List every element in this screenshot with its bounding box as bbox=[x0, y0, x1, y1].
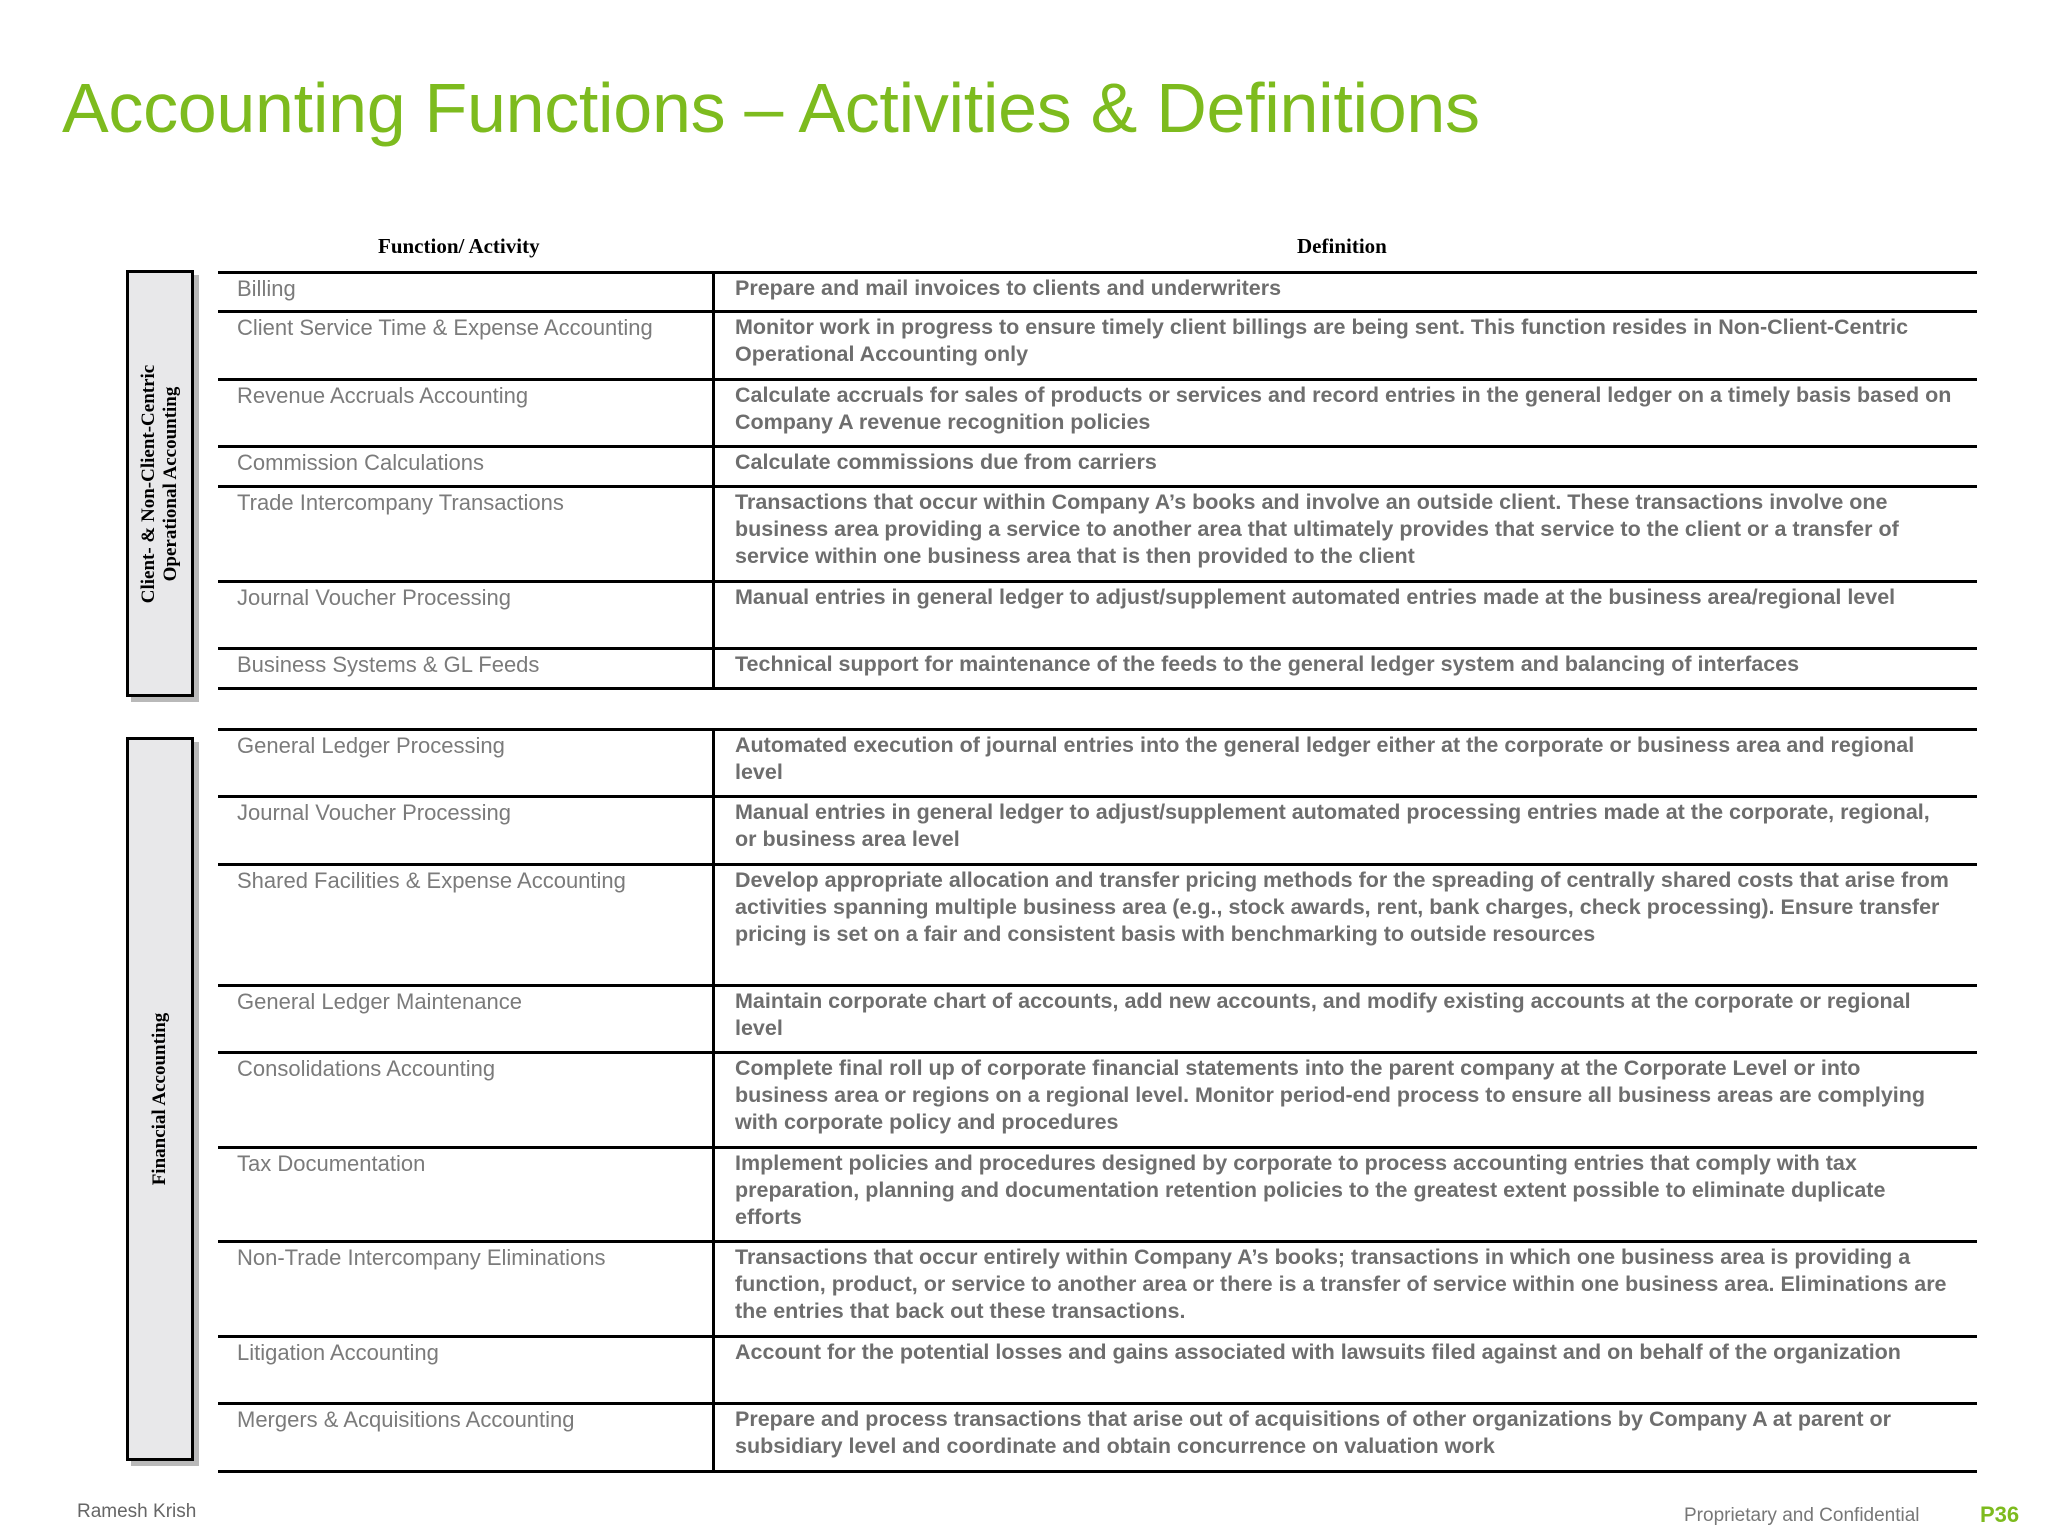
section-label-text bbox=[138, 364, 182, 603]
definition-cell: Transactions that occur within Company A’s books and involve an outside client. These transactions involve one business area providing a service to another area that ultimately provides that service to the client or a transfer of service within one business area that is then provided to the client bbox=[735, 490, 1899, 568]
table-row bbox=[218, 728, 1977, 795]
function-cell: Tax Documentation bbox=[218, 1149, 715, 1240]
definition-cell: Prepare and mail invoices to clients and underwriters bbox=[735, 276, 1282, 300]
definition-cell: Manual entries in general ledger to adjust/supplement automated processing entries made at the corporate, regional, or business area level bbox=[735, 800, 1930, 851]
section-label-financial bbox=[126, 737, 194, 1461]
table-row bbox=[218, 984, 1977, 1051]
section-label-operational bbox=[126, 270, 194, 697]
table-row bbox=[218, 485, 1977, 580]
column-header-definition: Definition bbox=[1297, 234, 1387, 258]
definition-cell: Calculate commissions due from carriers bbox=[735, 450, 1157, 474]
definition-cell: Implement policies and procedures designed by corporate to process accounting entries that comply with tax preparation, planning and documentation retention policies to the greatest extent possible to eliminate duplicate efforts bbox=[735, 1151, 1886, 1229]
function-cell: Revenue Accruals Accounting bbox=[218, 381, 715, 445]
definition-cell: Maintain corporate chart of accounts, add new accounts, and modify existing accounts at the corporate or regional level bbox=[735, 989, 1911, 1040]
table-row bbox=[218, 445, 1977, 485]
definition-cell: Technical support for maintenance of the feeds to the general ledger system and balancing of interfaces bbox=[735, 652, 1800, 676]
definition-cell: Develop appropriate allocation and transfer pricing methods for the spreading of centrally shared costs that arise from activities spanning multiple business area (e.g., stock awards, rent, bank charges, check processing). Ensure transfer pricing is set on a fair and consistent basis with benchmarking to outside resources bbox=[735, 868, 1949, 946]
function-cell: General Ledger Processing bbox=[218, 731, 715, 795]
definition-cell: Complete final roll up of corporate financial statements into the parent company at the Corporate Level or into business area or regions on a regional level. Monitor period-end process to ensure all business areas are complying with corporate policy and procedures bbox=[735, 1056, 1926, 1134]
definition-cell: Monitor work in progress to ensure timely client billings are being sent. This function resides in Non-Client-Centric Operational Accounting only bbox=[735, 315, 1909, 366]
function-cell: Business Systems & GL Feeds bbox=[218, 650, 715, 687]
definition-cell: Prepare and process transactions that arise out of acquisitions of other organizations by Company A at parent or subsidiary level and coordinate and obtain concurrence on valuation work bbox=[735, 1407, 1892, 1458]
function-cell: Commission Calculations bbox=[218, 448, 715, 485]
function-cell: Shared Facilities & Expense Accounting bbox=[218, 866, 715, 984]
table-row bbox=[218, 310, 1977, 378]
table-row bbox=[218, 1335, 1977, 1402]
section-label-text bbox=[149, 1013, 171, 1186]
table-row bbox=[218, 1240, 1977, 1335]
table-row bbox=[218, 1051, 1977, 1146]
table-row bbox=[218, 647, 1977, 687]
page-title: Accounting Functions – Activities & Definitions bbox=[62, 69, 1480, 147]
function-cell: Litigation Accounting bbox=[218, 1338, 715, 1402]
table-row bbox=[218, 580, 1977, 647]
table-financial-accounting bbox=[218, 728, 1977, 1473]
table-operational-accounting bbox=[218, 271, 1977, 690]
column-header-function: Function/ Activity bbox=[378, 234, 540, 258]
function-cell: Journal Voucher Processing bbox=[218, 798, 715, 863]
function-cell: Client Service Time & Expense Accounting bbox=[218, 313, 715, 378]
table-row bbox=[218, 863, 1977, 984]
definition-cell: Manual entries in general ledger to adjust/supplement automated entries made at the business area/regional level bbox=[735, 585, 1896, 609]
page-number: P36 bbox=[1980, 1502, 2020, 1527]
table-row bbox=[218, 271, 1977, 310]
definition-cell: Calculate accruals for sales of products or services and record entries in the general ledger on a timely basis based on Company A revenue recognition policies bbox=[735, 383, 1952, 434]
function-cell: Billing bbox=[218, 274, 715, 310]
definition-cell: Account for the potential losses and gains associated with lawsuits filed against and on behalf of the organization bbox=[735, 1340, 1901, 1364]
section-label-line1: Client- & Non-Client-Centric bbox=[138, 364, 159, 603]
function-cell: Journal Voucher Processing bbox=[218, 583, 715, 647]
table-row bbox=[218, 1146, 1977, 1240]
function-cell: Mergers & Acquisitions Accounting bbox=[218, 1405, 715, 1470]
section-label-line2: Operational Accounting bbox=[160, 386, 181, 581]
function-cell: Trade Intercompany Transactions bbox=[218, 488, 715, 580]
definition-cell: Transactions that occur entirely within Company A’s books; transactions in which one business area is providing a function, product, or service to another area or there is a transfer of service within one business area. Eliminations are the entries that back out these transactions. bbox=[735, 1245, 1947, 1323]
section-label-line1: Financial Accounting bbox=[149, 1012, 170, 1186]
table-row bbox=[218, 378, 1977, 445]
table-row bbox=[218, 795, 1977, 863]
definition-cell: Automated execution of journal entries into the general ledger either at the corporate or business area and regional level bbox=[735, 733, 1915, 784]
function-cell: Non-Trade Intercompany Eliminations bbox=[218, 1243, 715, 1335]
footer-author: Ramesh Krish bbox=[77, 1501, 197, 1522]
footer-confidential: Proprietary and Confidential bbox=[1684, 1505, 1920, 1526]
function-cell: Consolidations Accounting bbox=[218, 1054, 715, 1146]
table-row bbox=[218, 1402, 1977, 1470]
function-cell: General Ledger Maintenance bbox=[218, 987, 715, 1051]
